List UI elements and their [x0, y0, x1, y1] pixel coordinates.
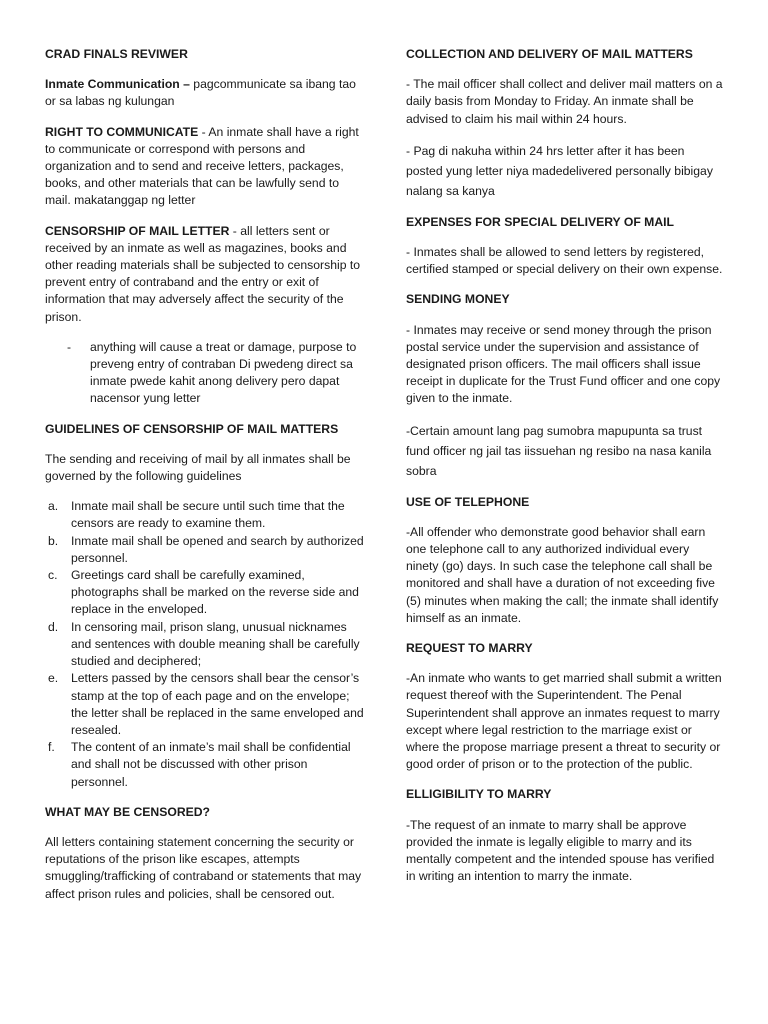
- list-marker: e.: [48, 671, 59, 686]
- inmate-communication-text: pagcommunicate sa ibang tao or sa labas ng kulungan: [45, 77, 356, 109]
- what-may-be-censored-heading: WHAT MAY BE CENSORED?: [45, 804, 210, 819]
- list-item: [45, 619, 365, 671]
- list-item: [45, 567, 365, 619]
- term-inmate-communication: Inmate Communication –: [45, 77, 190, 92]
- dash-bullet: -: [67, 339, 72, 354]
- right-to-communicate-text: - An inmate shall have a right to communicate or correspond with persons and organization and to send and receive letters, packages, books, and other materials that can be lawfully send to mail. makatanggap ng letter: [45, 124, 359, 208]
- censorship-definition: [45, 223, 365, 326]
- list-marker: d.: [48, 619, 59, 634]
- list-marker: b.: [48, 533, 59, 548]
- list-item-text: The content of an inmate’s mail shall be confidential and shall not be discussed with other prison personnel.: [71, 740, 351, 789]
- guidelines-list: [45, 498, 365, 790]
- collection-delivery-heading: COLLECTION AND DELIVERY OF MAIL MATTERS: [406, 47, 693, 61]
- use-of-telephone-heading: USE OF TELEPHONE: [406, 494, 530, 509]
- document-title: CRAD FINALS REVIWER: [45, 47, 188, 61]
- list-item-text: Inmate mail shall be opened and search by authorized personnel.: [71, 533, 364, 565]
- censorship-text: - all letters sent or received by an inmate as well as magazines, books and other reading materials shall be subjected to censorship to prevent entry of contraband and the entry or exit of information that may adversely affect the security of the prison.: [45, 223, 361, 324]
- use-of-telephone-text: -All offender who demonstrate good behavior shall earn one telephone call to any authorized individual every ninety (go) days. In such case the telephone call shall be monitored and shall have a duration of not exceeding five (5) minutes when making the call; the inmate shall identify himself as an inmate.: [406, 524, 719, 625]
- guidelines-intro: The sending and receiving of mail by all inmates shall be governed by the following guidelines: [45, 451, 351, 484]
- list-item: [45, 498, 365, 532]
- eligibility-to-marry-heading: ELLIGIBILITY TO MARRY: [406, 787, 552, 802]
- term-censorship-of-mail-letter: CENSORSHIP OF MAIL LETTER: [45, 223, 230, 238]
- guidelines-heading: GUIDELINES OF CENSORSHIP OF MAIL MATTERS: [45, 421, 339, 436]
- list-marker: f.: [48, 740, 55, 755]
- right-to-communicate-definition: [45, 124, 365, 210]
- sending-money-text: - Inmates may receive or send money through the prison postal service under the supervision and assistance of designated prison officers. The mail officers shall issue receipt in duplicate for the Trust Fund officer and one copy given to the inmate.: [406, 322, 721, 406]
- special-delivery-heading: EXPENSES FOR SPECIAL DELIVERY OF MAIL: [406, 214, 674, 229]
- sending-money-note: -Certain amount lang pag sumobra mapupunta sa trust fund officer ng jail tas iissuehan ng resibo na nasa kanila sobra: [406, 423, 712, 478]
- request-to-marry-heading: REQUEST TO MARRY: [406, 641, 533, 656]
- list-item: [45, 339, 365, 408]
- left-column: [45, 46, 365, 916]
- censorship-notes-list: [45, 339, 365, 408]
- list-item-text: anything will cause a treat or damage, purpose to preveng entry of contraban Di pwedeng direct sa inmate pwede kahit anong delivery pero dapat nacensor yung letter: [90, 339, 357, 406]
- special-delivery-text: - Inmates shall be allowed to send letters by registered, certified stamped or special delivery on their own expense.: [406, 245, 723, 277]
- list-item-text: In censoring mail, prison slang, unusual nicknames and sentences with double meaning shall be carefully studied and deciphered;: [71, 619, 360, 669]
- list-item: [45, 533, 365, 567]
- collection-delivery-note: - Pag di nakuha within 24 hrs letter after it has been posted yung letter niya madedelivered personally bibigay nalang sa kanya: [406, 143, 713, 198]
- list-item: [45, 670, 365, 739]
- term-right-to-communicate: RIGHT TO COMMUNICATE: [45, 124, 199, 139]
- right-column: [406, 46, 724, 899]
- list-item-text: Inmate mail shall be secure until such time that the censors are ready to examine them.: [71, 499, 345, 531]
- list-item: [45, 739, 365, 791]
- list-marker: a.: [48, 499, 59, 514]
- eligibility-to-marry-text: -The request of an inmate to marry shall be approve provided the inmate is legally eligible to marry and its mentally competent and the intended spouse has verified in writing an intention to marry the inmate.: [406, 817, 715, 884]
- list-item-text: Letters passed by the censors shall bear the censor’s stamp at the top of each page and on the envelope; the letter shall be replaced in the same enveloped and resealed.: [71, 671, 364, 737]
- what-may-be-censored-text: All letters containing statement concerning the security or reputations of the prison like escapes, attempts smuggling/trafficking of contraband or statements that may affect prison rules and policies, shall be censored out.: [45, 834, 362, 901]
- request-to-marry-text: -An inmate who wants to get married shall submit a written request thereof with the Superintendent. The Penal Superintendent shall approve an inmates request to marry except where legal restriction to the marriage exist or where the propose marriage present a threat to security or good order of prison or to the protection of the public.: [406, 671, 722, 772]
- collection-delivery-text: - The mail officer shall collect and deliver mail matters on a daily basis from Monday to Friday. An inmate shall be advised to claim his mail within 24 hours.: [406, 77, 723, 126]
- inmate-communication-definition: [45, 76, 365, 110]
- list-item-text: Greetings card shall be carefully examined, photographs shall be marked on the reverse side and replace in the enveloped.: [71, 568, 359, 617]
- sending-money-heading: SENDING MONEY: [406, 292, 510, 307]
- list-marker: c.: [48, 568, 58, 583]
